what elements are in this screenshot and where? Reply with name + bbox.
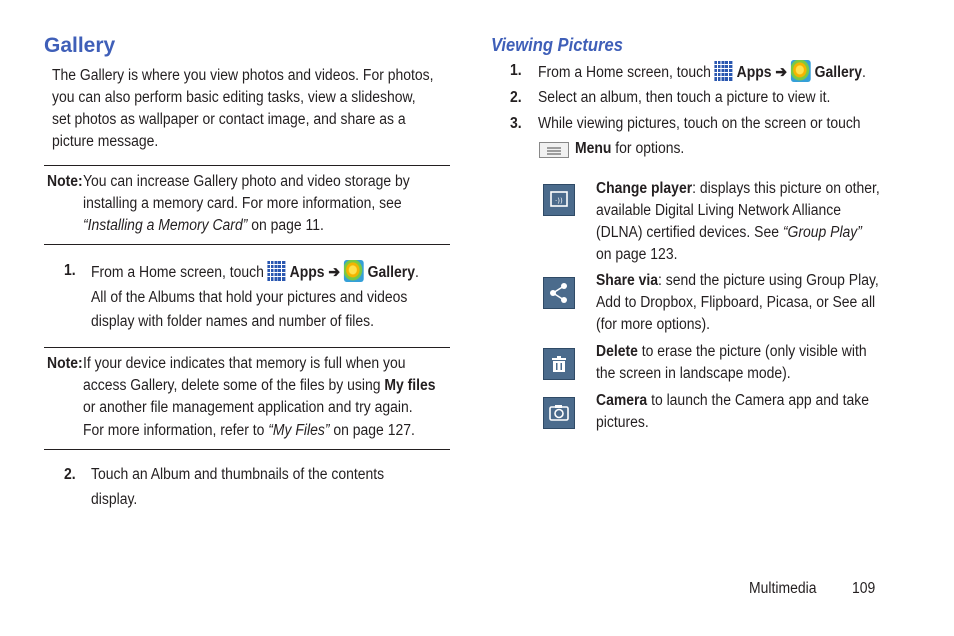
- share-icon: [543, 277, 575, 309]
- change-player-icon: [543, 184, 575, 216]
- note-line-2: installing a memory card. For more information, see: [83, 195, 402, 212]
- intro-line-2: you can also perform basic editing tasks, view a slideshow,: [52, 89, 416, 106]
- note-line-1: You can increase Gallery photo and video storage by: [83, 173, 410, 190]
- step-number: 2.: [510, 89, 522, 106]
- step-number: 1.: [510, 62, 522, 79]
- option-share-via-line-3: (for more options).: [596, 316, 710, 333]
- gallery-icon: [791, 60, 811, 82]
- option-change-player-line-3: (DLNA) certified devices. See “Group Play”: [596, 224, 862, 241]
- page-number: 109: [852, 580, 876, 597]
- page-title: Gallery: [44, 34, 116, 57]
- step-1-line-1: From a Home screen, touch Apps ➔ Gallery.: [91, 260, 419, 284]
- intro-line-3: set photos as wallpaper or contact image, and share as a: [52, 111, 406, 128]
- note-line-3: “Installing a Memory Card” on page 11.: [83, 217, 324, 234]
- section-title: Viewing Pictures: [491, 35, 623, 55]
- option-share-via-line-1: Share via: send the picture using Group Play,: [596, 272, 879, 289]
- note-label: Note:: [47, 173, 83, 190]
- step-2-line-2: display.: [91, 491, 138, 508]
- group-play-reference: “Group Play”: [782, 224, 862, 241]
- menu-icon: [539, 142, 569, 158]
- note-line-1: If your device indicates that memory is full when you: [83, 355, 406, 372]
- step-number: 1.: [64, 262, 76, 279]
- apps-icon: [715, 61, 733, 81]
- option-share-via-line-2: Add to Dropbox, Flipboard, Picasa, or See all: [596, 294, 876, 311]
- option-change-player-line-2: available Digital Living Network Alliance: [596, 202, 842, 219]
- step-3-line-1: While viewing pictures, touch on the screen or touch: [538, 115, 861, 132]
- step-number: 3.: [510, 115, 522, 132]
- note-reference: “Installing a Memory Card”: [83, 217, 248, 234]
- apps-icon: [268, 261, 286, 281]
- note-line-4: For more information, refer to “My Files” on page 127.: [83, 422, 415, 439]
- note-line-2: access Gallery, delete some of the files by using My files: [83, 377, 436, 394]
- trash-icon: [543, 348, 575, 380]
- note-rule-top: [44, 165, 450, 166]
- note-rule-bottom: [44, 449, 450, 450]
- step-1-line: From a Home screen, touch Apps ➔ Gallery.: [538, 60, 866, 84]
- step-3-line-2: Menu for options.: [575, 140, 685, 157]
- note-label: Note:: [47, 355, 83, 372]
- option-camera-line-1: Camera to launch the Camera app and take: [596, 392, 869, 409]
- note-line-3: or another file management application and try again.: [83, 399, 413, 416]
- note-rule-bottom: [44, 244, 450, 245]
- option-delete-line-1: Delete to erase the picture (only visible with: [596, 343, 867, 360]
- svg-text:·)): ·)): [555, 197, 563, 205]
- footer-section: Multimedia: [749, 580, 817, 597]
- option-change-player-line-4: on page 123.: [596, 246, 678, 263]
- intro-line-1: The Gallery is where you view photos and videos. For photos,: [52, 67, 434, 84]
- step-number: 2.: [64, 466, 76, 483]
- gallery-icon: [344, 260, 364, 282]
- option-camera-line-2: pictures.: [596, 414, 649, 431]
- camera-icon: [543, 397, 575, 429]
- option-change-player-line-1: Change player: displays this picture on other,: [596, 180, 880, 197]
- step-2-line-1: Touch an Album and thumbnails of the contents: [91, 466, 385, 483]
- step-2-line: Select an album, then touch a picture to view it.: [538, 89, 831, 106]
- intro-line-4: picture message.: [52, 133, 159, 150]
- step-1-line-3: display with folder names and number of files.: [91, 313, 375, 330]
- option-delete-line-2: the screen in landscape mode).: [596, 365, 791, 382]
- note-rule-top: [44, 347, 450, 348]
- note-reference: “My Files”: [268, 422, 330, 439]
- step-1-line-2: All of the Albums that hold your pictures and videos: [91, 289, 408, 306]
